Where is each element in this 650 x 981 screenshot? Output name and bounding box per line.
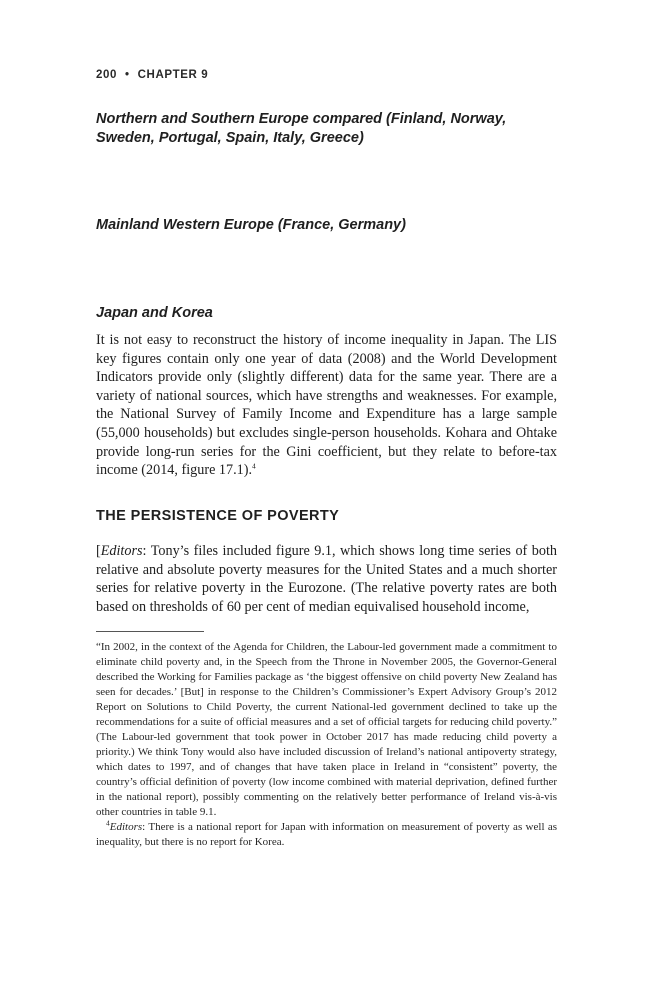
heading-japan-korea: Japan and Korea xyxy=(96,305,213,321)
footnote-ref-4: 4 xyxy=(252,461,256,471)
footnote-marker: 4 xyxy=(106,818,110,828)
editors-label: Editors xyxy=(109,821,143,833)
paragraph-text: It is not easy to reconstruct the history of income inequality in Japan. The LIS key figures contain only one year of data (2008) and the World Development Indicators provide only (slightly different) data for the same year. There are a variety of national sources, which have strengths and weaknesses. For example, the National Survey of Family Income and Expenditure has a large sample (55,000 households) but excludes single-person households. Kohara and Ohtake provide long-run series for the Gini coefficient, but they relate to before-tax income (2014, figure 17.1). xyxy=(96,332,557,479)
heading-mainland-western-europe: Mainland Western Europe (France, Germany) xyxy=(96,217,406,233)
footnote-continued: “In 2002, in the context of the Agenda for Children, the Labour-led government made a commitment to eliminate child poverty and, in the Speech from the Throne in November 2005, the Governor-General described the Working for Families package as ‘the biggest offensive on child poverty New Zealand has seen for decades.’ [But] in response to the Children’s Commissioner’s Expert Advisory Group’s 2012 Report on Solutions to Child Poverty, the current National-led government declined to take up the recommendations for a suite of official measures and a set of official targets for reducing child poverty.” (The Labour-led government that took power in October 2017 has made reducing child poverty a priority.) We think Tony would also have included discussion of Ireland’s national antipoverty strategy, which dates to 1997, and of changes that have taken place in Ireland in “consistent” poverty, the country’s official definition of poverty (low income combined with material deprivation, defined further in the national report), possibly commenting on the relatively better performance of Ireland vis-à-vis other countries in table 9.1. xyxy=(96,641,557,818)
footnote-text: : There is a national report for Japan with information on measurement of poverty as well as inequality, but there is no report for Korea. xyxy=(96,821,557,848)
heading-persistence-of-poverty: THE PERSISTENCE OF POVERTY xyxy=(96,508,340,524)
separator-bullet: • xyxy=(125,69,130,81)
paragraph-poverty xyxy=(96,542,557,616)
footnote-4 xyxy=(96,820,557,850)
bracket-open: [ xyxy=(96,543,101,559)
editors-label: Editors xyxy=(100,543,143,559)
running-head xyxy=(96,69,208,81)
paragraph-text: : Tony’s files included figure 9.1, which shows long time series of both relative and absolute poverty measures for the United States and a much shorter series for relative poverty in the Eurozone. (The relative poverty rates are both based on thresholds of 60 per cent of median equivalised household income, xyxy=(96,543,557,615)
footnotes xyxy=(96,640,557,850)
paragraph-japan-korea xyxy=(96,331,557,480)
chapter-label: CHAPTER 9 xyxy=(137,69,209,81)
footnote-divider xyxy=(96,631,204,632)
heading-northern-southern-europe: Northern and Southern Europe compared (Finland, Norway, Sweden, Portugal, Spain, Italy, Greece) xyxy=(96,111,507,146)
page-number: 200 xyxy=(96,69,117,81)
